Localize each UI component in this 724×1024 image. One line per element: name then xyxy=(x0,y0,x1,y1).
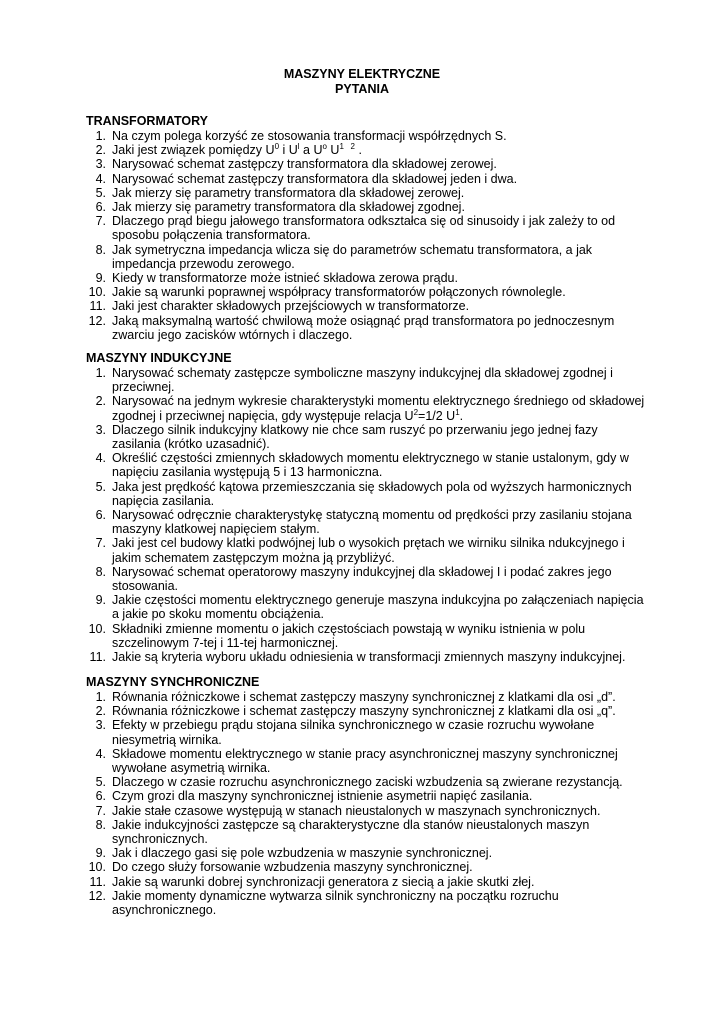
question-item xyxy=(86,200,646,214)
question-number: 4. xyxy=(95,451,106,466)
question-item xyxy=(86,451,646,479)
question-item xyxy=(86,172,646,186)
question-text: Jakie częstości momentu elektrycznego generuje maszyna indukcyjna po załączeniach napięcia a jakie po skoku momentu obciążenia. xyxy=(112,593,644,622)
question-number: 9. xyxy=(95,271,106,286)
document-subtitle: PYTANIA xyxy=(335,82,389,96)
question-item xyxy=(86,394,646,422)
question-text: Do czego służy forsowanie wzbudzenia maszyny synchronicznej. xyxy=(112,860,473,875)
question-number: 2. xyxy=(95,704,106,719)
question-number: 11. xyxy=(89,650,106,665)
question-text: Jak mierzy się parametry transformatora dla składowej zerowej. xyxy=(112,185,465,200)
question-item xyxy=(86,480,646,508)
question-number: 1. xyxy=(95,366,106,380)
question-text: Narysować schematy zastępcze symboliczne maszyny indukcyjnej dla składowej zgodnej i przeciwnej. xyxy=(112,366,613,395)
question-text: Czym grozi dla maszyny synchronicznej istnienie asymetrii napięć zasilania. xyxy=(112,789,533,804)
question-text: Równania różniczkowe i schemat zastępczy maszyny synchronicznej z klatkami dla osi „d”. xyxy=(112,690,616,704)
question-item xyxy=(86,775,646,789)
question-text: Jakie są kryteria wyboru układu odniesienia w transformacji zmiennych maszyny indukcyjnej. xyxy=(112,650,626,665)
question-number: 11. xyxy=(89,874,106,889)
question-list xyxy=(86,129,646,342)
question-item xyxy=(86,889,646,917)
question-text: Kiedy w transformatorze może istnieć składowa zerowa prądu. xyxy=(112,271,458,286)
question-item xyxy=(86,747,646,775)
question-text: Jak i dlaczego gasi się pole wzbudzenia w maszynie synchronicznej. xyxy=(112,846,493,861)
question-number: 10. xyxy=(88,285,106,300)
question-item xyxy=(86,565,646,593)
superscript: o xyxy=(322,142,327,152)
question-number: 9. xyxy=(95,846,106,861)
question-item xyxy=(86,718,646,746)
question-number: 9. xyxy=(95,593,106,608)
section-maszyny-synchroniczne xyxy=(86,675,646,917)
question-text: Jaki jest związek pomiędzy $U^0$ i $U^l$ a $U^o$ $U^{1 2}$ . xyxy=(112,142,362,158)
question-text: Jakie są warunki poprawnej współpracy transformatorów połączonych równolegle. xyxy=(112,285,566,300)
question-number: 1. xyxy=(95,129,106,143)
superscript: 0 xyxy=(274,142,280,152)
question-number: 3. xyxy=(95,157,106,172)
question-item xyxy=(86,593,646,621)
question-number: 10. xyxy=(88,860,106,875)
question-number: 5. xyxy=(95,775,106,790)
title-block xyxy=(0,67,724,97)
question-number: 10. xyxy=(88,621,106,636)
question-number: 1. xyxy=(95,690,106,704)
question-item xyxy=(86,860,646,874)
section-heading: TRANSFORMATORY xyxy=(86,114,208,128)
question-item xyxy=(86,314,646,342)
question-text: Równania różniczkowe i schemat zastępczy maszyny synchronicznej z klatkami dla osi „q”. xyxy=(112,704,616,719)
question-number: 7. xyxy=(95,214,106,229)
question-number: 12. xyxy=(88,888,106,903)
question-number: 8. xyxy=(95,817,106,832)
question-item xyxy=(86,704,646,718)
question-list xyxy=(86,690,646,917)
question-number: 4. xyxy=(95,171,106,186)
question-item xyxy=(86,818,646,846)
question-item xyxy=(86,875,646,889)
question-number: 2. xyxy=(95,143,106,158)
question-text: Jaka jest prędkość kątowa przemieszczania się składowych pola od wyższych harmonicznych napięcia zasilania. xyxy=(112,479,632,508)
superscript: 2 xyxy=(413,407,419,417)
question-item xyxy=(86,285,646,299)
question-item xyxy=(86,129,646,143)
question-item xyxy=(86,650,646,664)
question-item xyxy=(86,271,646,285)
question-number: 2. xyxy=(95,394,106,409)
question-text: Narysować na jednym wykresie charakterystyki momentu elektrycznego średniego od składowej zgodnej i przeciwnej napięcia, gdy występuje relacja $U^2=1/2$ $U^1$. xyxy=(112,394,645,423)
question-text: Dlaczego silnik indukcyjny klatkowy nie chce sam ruszyć po przerwaniu jego jednej fazy zasilania (krótko uzasadnić). xyxy=(112,422,598,452)
section-heading: MASZYNY SYNCHRONICZNE xyxy=(86,675,260,689)
question-number: 11. xyxy=(89,299,106,314)
question-number: 4. xyxy=(95,746,106,761)
question-item xyxy=(86,508,646,536)
question-text: Narysować odręcznie charakterystykę statyczną momentu od prędkości przy zasilaniu stojana maszyny klatkowej napięciem stałym. xyxy=(112,508,632,537)
question-text: Jakie są warunki dobrej synchronizacji generatora z siecią a jakie skutki złej. xyxy=(112,874,535,889)
question-item xyxy=(86,186,646,200)
section-transformatory xyxy=(86,114,646,342)
question-text: Jak mierzy się parametry transformatora dla składowej zgodnej. xyxy=(112,200,465,215)
question-item xyxy=(86,299,646,313)
question-item xyxy=(86,536,646,564)
question-item xyxy=(86,243,646,271)
question-number: 7. xyxy=(95,803,106,818)
question-number: 8. xyxy=(95,564,106,579)
question-text: Dlaczego prąd biegu jałowego transformatora odkształca się od sinusoidy i jak zależy to od sposobu połączenia transformatora. xyxy=(112,214,616,243)
question-text: Na czym polega korzyść ze stosowania transformacji współrzędnych S. xyxy=(112,129,507,143)
question-text: Jakie momenty dynamiczne wytwarza silnik synchroniczny na początku rozruchu asynchronicznego. xyxy=(112,888,559,918)
question-number: 8. xyxy=(95,242,106,257)
question-number: 7. xyxy=(95,536,106,551)
question-number: 3. xyxy=(95,422,106,437)
question-text: Jak symetryczna impedancja wlicza się do parametrów schematu transformatora, a jak impedancja przewodu zerowego. xyxy=(112,242,593,271)
question-text: Narysować schemat operatorowy maszyny indukcyjnej dla składowej I i podać zakres jego stosowania. xyxy=(112,564,612,594)
question-item xyxy=(86,214,646,242)
question-number: 5. xyxy=(95,185,106,200)
superscript: 1 2 xyxy=(339,142,356,152)
question-item xyxy=(86,789,646,803)
question-item xyxy=(86,157,646,171)
question-text: Narysować schemat zastępczy transformatora dla składowej jeden i dwa. xyxy=(112,171,518,186)
question-text: Określić częstości zmiennych składowych momentu elektrycznego w stanie ustalonym, gdy w napięciu zasilania występują 5 i 13 harmoniczna. xyxy=(112,451,629,480)
question-item xyxy=(86,804,646,818)
question-number: 6. xyxy=(95,200,106,215)
question-item xyxy=(86,622,646,650)
superscript: l xyxy=(297,142,300,152)
question-item xyxy=(86,690,646,704)
question-text: Jaką maksymalną wartość chwilową może osiągnąć prąd transformatora po jednoczesnym zwarciu jego zacisków wtórnych i dlaczego. xyxy=(112,313,615,342)
document-title: MASZYNY ELEKTRYCZNE xyxy=(283,67,441,81)
question-text: Składniki zmienne momentu o jakich częstościach powstają w wyniku istnienia w polu szczelinowym 7-tej i 11-tej harmonicznej. xyxy=(112,621,586,650)
question-item xyxy=(86,423,646,451)
question-item xyxy=(86,846,646,860)
question-item xyxy=(86,366,646,394)
question-text: Jakie stałe czasowe występują w stanach nieustalonych w maszynach synchronicznych. xyxy=(112,803,601,818)
question-text: Dlaczego w czasie rozruchu asynchronicznego zaciski wzbudzenia są zwierane rezystancją. xyxy=(112,775,623,790)
question-text: Jaki jest cel budowy klatki podwójnej lub o wysokich prętach we wirniku silnika ndukcyjnego i jakim schematem zastępczym można ją przybliżyć. xyxy=(112,536,625,565)
section-maszyny-indukcyjne xyxy=(86,351,646,664)
question-text: Jakie indukcyjności zastępcze są charakterystyczne dla stanów nieustalonych maszyn synchronicznych. xyxy=(112,817,590,847)
question-number: 3. xyxy=(95,718,106,733)
question-number: 6. xyxy=(95,508,106,523)
question-text: Składowe momentu elektrycznego w stanie pracy asynchronicznej maszyny synchronicznej wywołane asymetrią wirnika. xyxy=(112,746,618,776)
superscript: 1 xyxy=(455,407,460,417)
question-list xyxy=(86,366,646,664)
question-text: Efekty w przebiegu prądu stojana silnika synchronicznego w czasie rozruchu wywołane niesymetrią wirnika. xyxy=(112,718,595,747)
question-number: 6. xyxy=(95,789,106,804)
question-text: Jaki jest charakter składowych przejściowych w transformatorze. xyxy=(112,299,470,314)
section-heading: MASZYNY INDUKCYJNE xyxy=(86,351,232,365)
question-number: 5. xyxy=(95,479,106,494)
question-item xyxy=(86,143,646,157)
question-text: Narysować schemat zastępczy transformatora dla składowej zerowej. xyxy=(112,157,497,172)
question-number: 12. xyxy=(88,313,106,328)
